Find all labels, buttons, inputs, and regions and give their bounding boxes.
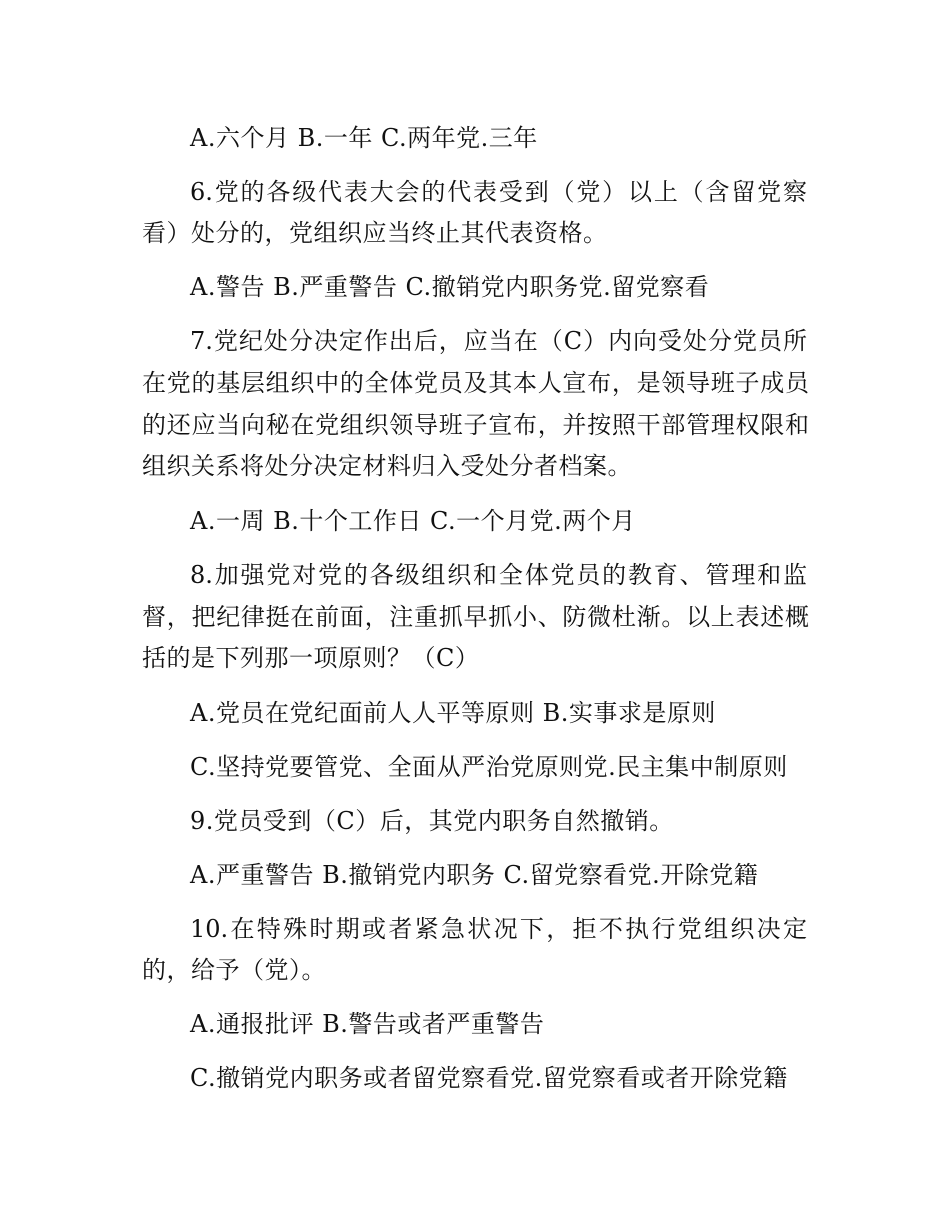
q8-text-line-3: 括的是下列那一项原则？（C） xyxy=(142,644,480,672)
q10-text-line-1: 10.在特殊时期或者紧急状况下，拒不执行党组织决定 xyxy=(190,915,807,943)
q9-options: A.严重警告 B.撤销党内职务 C.留党察看党.开除党籍 xyxy=(190,861,759,889)
q5-options: A.六个月 B.一年 C.两年党.三年 xyxy=(190,124,538,152)
q7-text-line-2: 在党的基层组织中的全体党员及其本人宣布，是领导班子成员 xyxy=(142,369,809,397)
q6-text-line-1: 6.党的各级代表大会的代表受到（党）以上（含留党察 xyxy=(190,178,807,206)
q7-text-line-3: 的还应当向秘在党组织领导班子宣布，并按照干部管理权限和 xyxy=(142,411,809,439)
q6-options: A.警告 B.严重警告 C.撤销党内职务党.留党察看 xyxy=(190,273,710,301)
q7-options: A.一周 B.十个工作日 C.一个月党.两个月 xyxy=(190,507,636,535)
q10-text-line-2: 的，给予（党）。 xyxy=(142,956,326,984)
q6-text-line-2: 看）处分的，党组织应当终止其代表资格。 xyxy=(142,219,608,247)
q10-options-line-2: C.撤销党内职务或者留党察看党.留党察看或者开除党籍 xyxy=(190,1064,788,1092)
q7-text-line-4: 组织关系将处分决定材料归入受处分者档案。 xyxy=(142,452,632,480)
q10-options-line-1: A.通报批评 B.警告或者严重警告 xyxy=(190,1010,545,1038)
q7-text-line-1: 7.党纪处分决定作出后，应当在（C）内向受处分党员所 xyxy=(190,327,807,355)
q8-options-line-2: C.坚持党要管党、全面从严治党原则党.民主集中制原则 xyxy=(190,753,788,781)
q8-text-line-1: 8.加强党对党的各级组织和全体党员的教育、管理和监 xyxy=(190,561,807,589)
q8-options-line-1: A.党员在党纪面前人人平等原则 B.实事求是原则 xyxy=(190,699,716,727)
q8-text-line-2: 督，把纪律挺在前面，注重抓早抓小、防微杜渐。以上表述概 xyxy=(142,603,809,631)
q9-text: 9.党员受到（C）后，其党内职务自然撤销。 xyxy=(190,807,674,835)
